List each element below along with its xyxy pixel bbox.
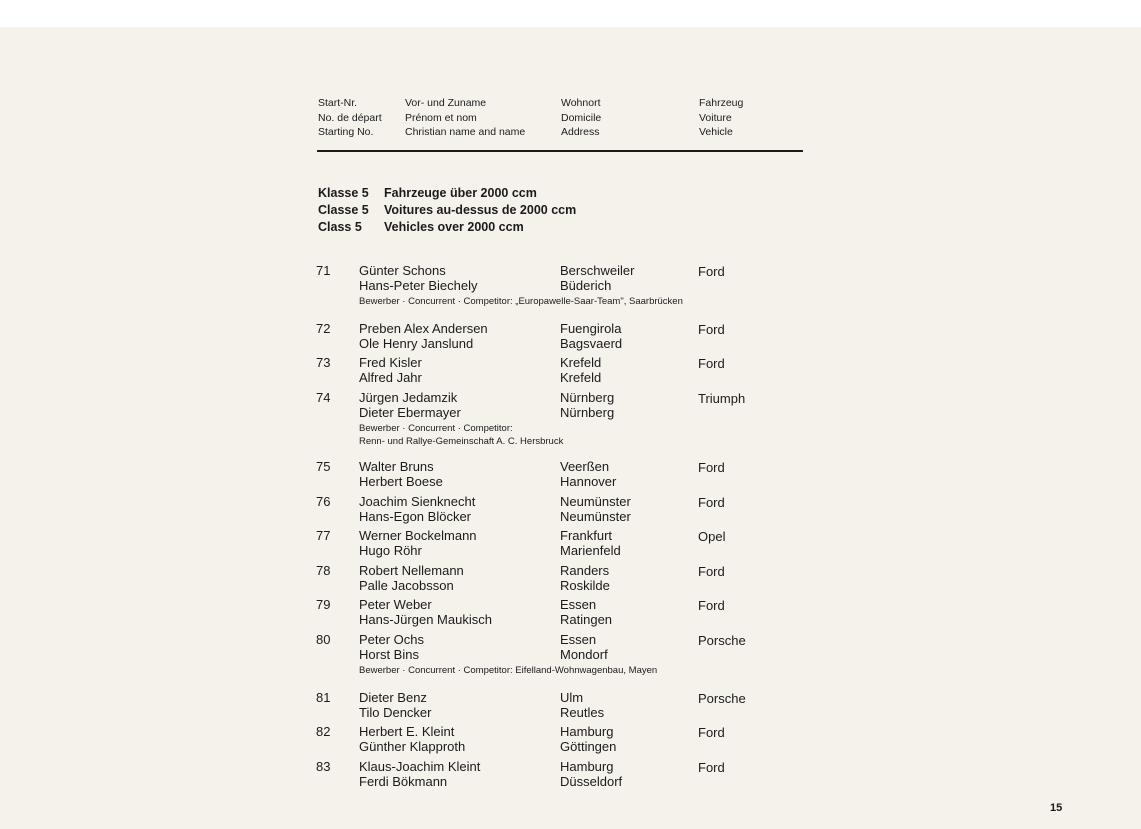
start-number: 72 — [316, 321, 331, 336]
start-number: 78 — [316, 563, 331, 578]
codriver-name: Tilo Dencker — [359, 704, 432, 720]
header-car-de: Fahrzeug — [699, 97, 744, 109]
driver-name: Herbert E. Kleint — [359, 724, 455, 739]
driver-name: Werner Bockelmann — [359, 528, 477, 543]
codriver-city: Krefeld — [560, 369, 602, 385]
class-heading — [318, 185, 576, 236]
codriver-city: Nürnberg — [560, 404, 615, 420]
codriver-name: Hans-Peter Biechely — [359, 277, 478, 293]
driver-name: Dieter Benz — [359, 690, 427, 705]
header-city-de: Wohnort — [561, 97, 601, 109]
codriver-city: Göttingen — [560, 738, 617, 754]
competitor-line: Bewerber · Concurrent · Competitor: „Europawelle-Saar-Team", Saarbrücken — [359, 296, 683, 307]
start-number: 80 — [316, 632, 331, 647]
header-car-fr: Voiture — [699, 111, 732, 124]
codriver-name: Ole Henry Janslund — [359, 335, 474, 351]
codriver-name: Dieter Ebermayer — [359, 404, 461, 420]
codriver-name: Horst Bins — [359, 646, 419, 662]
vehicle-make: Ford — [698, 760, 725, 775]
header-start-fr: No. de départ — [318, 111, 382, 124]
driver-city: Hamburg — [560, 724, 614, 739]
page-number: 15 — [1050, 802, 1063, 814]
start-number: 75 — [316, 459, 331, 474]
vehicle-make: Ford — [698, 495, 725, 510]
vehicle-make: Ford — [698, 460, 725, 475]
driver-name: Klaus-Joachim Kleint — [359, 759, 481, 774]
driver-name: Fred Kisler — [359, 355, 422, 370]
codriver-city: Roskilde — [560, 577, 610, 593]
header-start-de: Start-Nr. — [318, 97, 358, 109]
codriver-city: Reutles — [560, 704, 605, 720]
vehicle-make: Ford — [698, 598, 725, 613]
vehicle-make: Ford — [698, 264, 725, 279]
codriver-name: Alfred Jahr — [359, 369, 422, 385]
codriver-city: Bagsvaerd — [560, 335, 623, 351]
start-number: 83 — [316, 759, 331, 774]
class-heading-en: Class 5 Vehicles over 2000 ccm — [318, 220, 524, 234]
vehicle-make: Ford — [698, 356, 725, 371]
driver-city: Essen — [560, 632, 597, 647]
start-number: 77 — [316, 528, 331, 543]
header-car-en: Vehicle — [699, 126, 733, 138]
driver-city: Krefeld — [560, 355, 602, 370]
codriver-city: Büderich — [560, 277, 612, 293]
driver-name: Peter Weber — [359, 597, 432, 612]
driver-name: Günter Schons — [359, 263, 446, 278]
competitor-line: Bewerber · Concurrent · Competitor: — [359, 423, 513, 434]
driver-name: Peter Ochs — [359, 632, 425, 647]
driver-city: Frankfurt — [560, 528, 613, 543]
start-number: 74 — [316, 390, 331, 405]
driver-name: Jürgen Jedamzik — [359, 390, 458, 405]
codriver-name: Hans-Jürgen Maukisch — [359, 611, 492, 627]
driver-city: Hamburg — [560, 759, 614, 774]
vehicle-make: Ford — [698, 725, 725, 740]
driver-city: Fuengirola — [560, 321, 622, 336]
start-number: 71 — [316, 263, 331, 278]
start-number: 79 — [316, 597, 331, 612]
vehicle-make: Triumph — [698, 391, 746, 406]
header-city-en: Address — [561, 126, 600, 138]
start-number: 73 — [316, 355, 331, 370]
header-rule — [317, 150, 803, 152]
codriver-city: Ratingen — [560, 611, 613, 627]
driver-name: Preben Alex Andersen — [359, 321, 488, 336]
start-number: 81 — [316, 690, 331, 705]
codriver-name: Hans-Egon Blöcker — [359, 508, 471, 524]
vehicle-make: Ford — [698, 564, 725, 579]
codriver-city: Marienfeld — [560, 542, 621, 558]
driver-city: Berschweiler — [560, 263, 635, 278]
codriver-name: Ferdi Bökmann — [359, 773, 448, 789]
codriver-name: Herbert Boese — [359, 473, 443, 489]
driver-city: Neumünster — [560, 494, 631, 509]
driver-city: Nürnberg — [560, 390, 615, 405]
header-city-fr: Domicile — [561, 111, 602, 124]
codriver-name: Günther Klapproth — [359, 738, 466, 754]
driver-name: Joachim Sienknecht — [359, 494, 476, 509]
vehicle-make: Porsche — [698, 633, 746, 648]
header-name-de: Vor- und Zuname — [405, 97, 487, 109]
header-start-en: Starting No. — [318, 126, 374, 138]
competitor-line: Renn- und Rallye-Gemeinschaft A. C. Hersbruck — [359, 435, 564, 447]
header-car-column — [699, 96, 743, 140]
driver-city: Ulm — [560, 690, 584, 705]
vehicle-make: Ford — [698, 322, 725, 337]
vehicle-make: Porsche — [698, 691, 746, 706]
header-name-column — [405, 96, 525, 140]
header-start-column — [318, 96, 382, 140]
codriver-city: Mondorf — [560, 646, 608, 662]
driver-city: Veerßen — [560, 459, 610, 474]
codriver-city: Neumünster — [560, 508, 631, 524]
driver-city: Randers — [560, 563, 610, 578]
header-name-en: Christian name and name — [405, 126, 526, 138]
competitor-line: Bewerber · Concurrent · Competitor: Eifelland-Wohnwagenbau, Mayen — [359, 665, 658, 676]
class-heading-fr: Classe 5 Voitures au-dessus de 2000 ccm — [318, 203, 577, 217]
driver-name: Robert Nellemann — [359, 563, 464, 578]
class-heading-de: Klasse 5 Fahrzeuge über 2000 ccm — [318, 186, 537, 200]
driver-city: Essen — [560, 597, 597, 612]
codriver-name: Palle Jacobsson — [359, 577, 454, 593]
codriver-city: Hannover — [560, 473, 617, 489]
header-name-fr: Prénom et nom — [405, 111, 477, 124]
codriver-name: Hugo Röhr — [359, 542, 422, 558]
start-number: 82 — [316, 724, 331, 739]
codriver-city: Düsseldorf — [560, 773, 623, 789]
header-city-column — [561, 96, 601, 140]
start-number: 76 — [316, 494, 331, 509]
driver-name: Walter Bruns — [359, 459, 434, 474]
vehicle-make: Opel — [698, 529, 726, 544]
